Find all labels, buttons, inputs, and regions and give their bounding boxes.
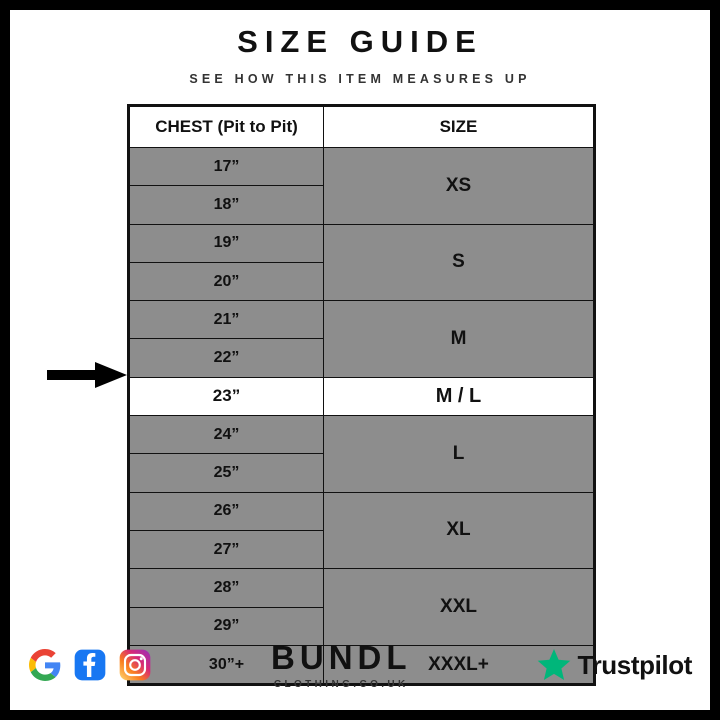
chest-value: 24” bbox=[129, 416, 324, 454]
page-subtitle: SEE HOW THIS ITEM MEASURES UP bbox=[189, 72, 531, 86]
table-row bbox=[129, 416, 595, 454]
trustpilot-star-icon bbox=[537, 648, 571, 682]
chest-value: 19” bbox=[129, 224, 324, 262]
page-title: SIZE GUIDE bbox=[237, 24, 483, 59]
brand-logo bbox=[271, 638, 412, 690]
size-value: S bbox=[324, 224, 595, 301]
chest-value: 18” bbox=[129, 186, 324, 224]
size-value: XL bbox=[324, 492, 595, 569]
chest-value: 17” bbox=[129, 148, 324, 186]
social-links bbox=[28, 648, 152, 682]
column-header-chest: CHEST (Pit to Pit) bbox=[129, 106, 324, 148]
table-row bbox=[129, 224, 595, 262]
size-value: XS bbox=[324, 148, 595, 225]
chest-value: 20” bbox=[129, 262, 324, 300]
chest-value: 27” bbox=[129, 530, 324, 568]
size-value: L bbox=[324, 416, 595, 493]
facebook-icon[interactable] bbox=[73, 648, 107, 682]
brand-domain: CLOTHING.CO.UK bbox=[273, 678, 409, 690]
size-table-wrapper bbox=[127, 104, 593, 686]
chest-value: 21” bbox=[129, 301, 324, 339]
size-value-highlighted: M / L bbox=[324, 377, 595, 415]
chest-value: 28” bbox=[129, 569, 324, 607]
table-row-highlighted bbox=[129, 377, 595, 415]
size-value: M bbox=[324, 301, 595, 378]
chest-value: 25” bbox=[129, 454, 324, 492]
table-row bbox=[129, 301, 595, 339]
google-icon[interactable] bbox=[28, 648, 62, 682]
table-row bbox=[129, 569, 595, 607]
highlight-arrow-icon bbox=[47, 362, 127, 388]
footer bbox=[10, 628, 710, 702]
trustpilot-label: Trustpilot bbox=[577, 649, 692, 680]
size-value: XXL bbox=[324, 569, 595, 646]
chest-value: 22” bbox=[129, 339, 324, 377]
chest-value: 29” bbox=[129, 607, 324, 645]
size-guide-card bbox=[10, 10, 710, 710]
table-row bbox=[129, 148, 595, 186]
chest-value: 26” bbox=[129, 492, 324, 530]
table-row bbox=[129, 492, 595, 530]
chest-value: 30”+ bbox=[129, 645, 324, 684]
column-header-size: SIZE bbox=[324, 106, 595, 148]
brand-name: BUNDL bbox=[271, 638, 412, 676]
chest-value-highlighted: 23” bbox=[129, 377, 324, 415]
instagram-icon[interactable] bbox=[118, 648, 152, 682]
size-value: XXXL+ bbox=[324, 645, 595, 684]
table-header-row bbox=[129, 106, 595, 148]
size-table bbox=[127, 104, 596, 686]
trustpilot-logo[interactable] bbox=[537, 648, 692, 682]
